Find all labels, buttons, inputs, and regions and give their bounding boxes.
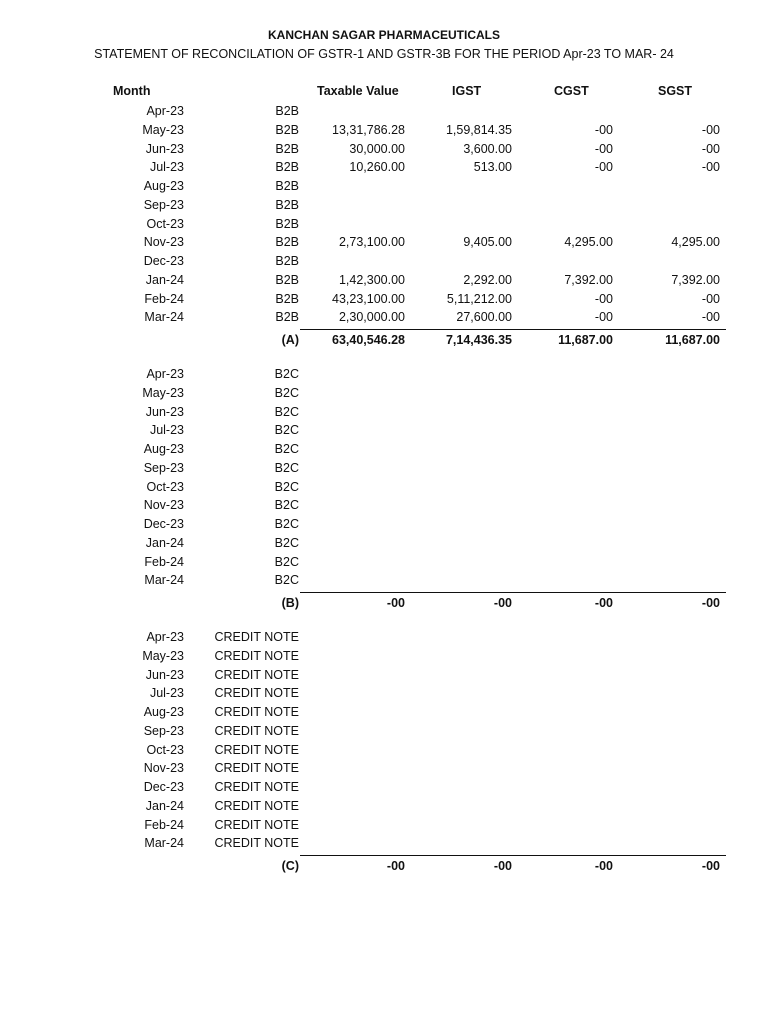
row-type: CREDIT NOTE bbox=[214, 686, 299, 701]
table-row bbox=[0, 253, 768, 272]
row-igst: 9,405.00 bbox=[463, 235, 512, 250]
row-type: CREDIT NOTE bbox=[214, 780, 299, 794]
table-row bbox=[0, 535, 768, 554]
total-taxable-value: -00 bbox=[386, 596, 405, 610]
table-row bbox=[0, 835, 768, 854]
table-row bbox=[0, 760, 768, 779]
row-taxable-value: 30,000.00 bbox=[349, 141, 405, 156]
row-sgst: -00 bbox=[701, 160, 720, 175]
total-label: (A) bbox=[281, 333, 299, 347]
row-type: CREDIT NOTE bbox=[214, 667, 299, 682]
table-row bbox=[0, 497, 768, 516]
row-month: May-23 bbox=[142, 122, 184, 137]
row-month: Jan-24 bbox=[145, 798, 184, 813]
row-type: B2C bbox=[274, 442, 299, 456]
row-taxable-value: 13,31,786.28 bbox=[332, 122, 405, 137]
total-sgst: -00 bbox=[701, 859, 720, 873]
row-type: B2B bbox=[275, 197, 299, 212]
table-row bbox=[0, 629, 768, 648]
total-sgst: -00 bbox=[701, 596, 720, 610]
row-type: B2B bbox=[275, 141, 299, 156]
row-month: Oct-23 bbox=[146, 479, 184, 494]
row-taxable-value: 2,73,100.00 bbox=[338, 235, 405, 250]
row-type: B2C bbox=[274, 479, 299, 494]
table-row bbox=[0, 159, 768, 178]
row-month: Jul-23 bbox=[149, 423, 184, 438]
row-sgst: -00 bbox=[701, 122, 720, 137]
row-month: Sep-23 bbox=[143, 197, 184, 212]
row-month: Aug-23 bbox=[143, 705, 184, 719]
column-header-taxable-value: Taxable Value bbox=[317, 84, 399, 98]
row-taxable-value: 10,260.00 bbox=[349, 160, 405, 175]
row-type: CREDIT NOTE bbox=[214, 761, 299, 776]
table-row bbox=[0, 572, 768, 591]
row-month: Oct-23 bbox=[146, 216, 184, 231]
column-header-cgst: CGST bbox=[554, 84, 589, 98]
row-month: Jan-24 bbox=[145, 535, 184, 550]
row-month: Dec-23 bbox=[143, 254, 184, 268]
row-type: B2B bbox=[275, 235, 299, 250]
row-taxable-value: 2,30,000.00 bbox=[338, 310, 405, 325]
total-cgst: -00 bbox=[594, 859, 613, 873]
statement-subtitle: STATEMENT OF RECONCILATION OF GSTR-1 AND GSTR-3B FOR THE PERIOD Apr-23 TO MAR- 24 bbox=[94, 47, 674, 61]
row-type: B2C bbox=[274, 460, 299, 475]
table-row bbox=[0, 742, 768, 761]
row-month: Nov-23 bbox=[143, 761, 184, 776]
row-taxable-value: 1,42,300.00 bbox=[338, 272, 405, 287]
row-month: Jan-24 bbox=[145, 272, 184, 287]
total-rule bbox=[300, 592, 726, 593]
row-igst: 27,600.00 bbox=[456, 310, 512, 325]
total-row bbox=[0, 595, 768, 614]
row-type: B2B bbox=[275, 291, 299, 306]
row-sgst: 7,392.00 bbox=[671, 272, 720, 287]
row-type: B2C bbox=[274, 385, 299, 400]
total-label: (B) bbox=[281, 596, 299, 610]
row-type: B2B bbox=[275, 310, 299, 325]
total-igst: 7,14,436.35 bbox=[445, 333, 512, 347]
row-month: May-23 bbox=[142, 385, 184, 400]
row-type: CREDIT NOTE bbox=[214, 630, 299, 644]
row-month: Feb-24 bbox=[144, 291, 184, 306]
table-row bbox=[0, 291, 768, 310]
row-month: Jun-23 bbox=[145, 404, 184, 419]
column-header-igst: IGST bbox=[452, 84, 482, 98]
table-row bbox=[0, 667, 768, 686]
table-row bbox=[0, 704, 768, 723]
row-type: CREDIT NOTE bbox=[214, 817, 299, 832]
row-type: B2C bbox=[274, 517, 299, 531]
row-month: May-23 bbox=[142, 648, 184, 663]
total-rule bbox=[300, 329, 726, 330]
company-name: KANCHAN SAGAR PHARMACEUTICALS bbox=[268, 28, 500, 42]
row-month: Apr-23 bbox=[146, 630, 184, 644]
row-type: CREDIT NOTE bbox=[214, 723, 299, 738]
row-cgst: -00 bbox=[594, 141, 613, 156]
table-row bbox=[0, 554, 768, 573]
total-rule bbox=[300, 855, 726, 856]
row-type: CREDIT NOTE bbox=[214, 648, 299, 663]
total-cgst: -00 bbox=[594, 596, 613, 610]
row-month: Sep-23 bbox=[143, 460, 184, 475]
column-header-sgst: SGST bbox=[658, 84, 693, 98]
table-row bbox=[0, 723, 768, 742]
table-row bbox=[0, 779, 768, 798]
total-cgst: 11,687.00 bbox=[558, 333, 613, 347]
table-row bbox=[0, 141, 768, 160]
row-cgst: -00 bbox=[594, 310, 613, 325]
row-sgst: 4,295.00 bbox=[671, 235, 720, 250]
row-igst: 2,292.00 bbox=[463, 272, 512, 287]
row-month: Nov-23 bbox=[143, 235, 184, 250]
row-month: Apr-23 bbox=[146, 104, 184, 118]
row-cgst: -00 bbox=[594, 160, 613, 175]
table-row bbox=[0, 422, 768, 441]
total-sgst: 11,687.00 bbox=[665, 333, 720, 347]
total-taxable-value: 63,40,546.28 bbox=[332, 333, 405, 347]
row-igst: 1,59,814.35 bbox=[445, 122, 512, 137]
row-month: Jun-23 bbox=[145, 141, 184, 156]
total-row bbox=[0, 858, 768, 877]
table-row bbox=[0, 798, 768, 817]
row-type: B2B bbox=[275, 179, 299, 193]
row-type: CREDIT NOTE bbox=[214, 798, 299, 813]
total-row bbox=[0, 332, 768, 351]
table-row bbox=[0, 272, 768, 291]
row-month: Apr-23 bbox=[146, 367, 184, 381]
table-row bbox=[0, 385, 768, 404]
row-month: Mar-24 bbox=[144, 836, 184, 851]
table-row bbox=[0, 817, 768, 836]
row-type: B2C bbox=[274, 554, 299, 569]
row-month: Jul-23 bbox=[149, 160, 184, 175]
row-month: Oct-23 bbox=[146, 742, 184, 757]
row-month: Sep-23 bbox=[143, 723, 184, 738]
table-row bbox=[0, 366, 768, 385]
row-type: B2B bbox=[275, 122, 299, 137]
row-cgst: -00 bbox=[594, 291, 613, 306]
row-igst: 513.00 bbox=[473, 160, 512, 175]
table-row bbox=[0, 216, 768, 235]
total-label: (C) bbox=[281, 859, 299, 873]
row-cgst: -00 bbox=[594, 122, 613, 137]
table-row bbox=[0, 685, 768, 704]
row-type: B2B bbox=[275, 254, 299, 268]
row-sgst: -00 bbox=[701, 310, 720, 325]
row-month: Jul-23 bbox=[149, 686, 184, 701]
table-row bbox=[0, 178, 768, 197]
row-month: Nov-23 bbox=[143, 498, 184, 513]
row-month: Mar-24 bbox=[144, 573, 184, 588]
row-month: Feb-24 bbox=[144, 554, 184, 569]
row-taxable-value: 43,23,100.00 bbox=[332, 291, 405, 306]
table-row bbox=[0, 197, 768, 216]
total-taxable-value: -00 bbox=[386, 859, 405, 873]
table-row bbox=[0, 648, 768, 667]
row-type: CREDIT NOTE bbox=[214, 705, 299, 719]
table-row bbox=[0, 309, 768, 328]
row-sgst: -00 bbox=[701, 291, 720, 306]
row-type: CREDIT NOTE bbox=[214, 836, 299, 851]
row-igst: 3,600.00 bbox=[463, 141, 512, 156]
column-header-month: Month bbox=[113, 84, 151, 98]
row-month: Aug-23 bbox=[143, 179, 184, 193]
row-type: B2B bbox=[275, 104, 299, 118]
table-row bbox=[0, 516, 768, 535]
total-igst: -00 bbox=[493, 596, 512, 610]
row-month: Aug-23 bbox=[143, 442, 184, 456]
row-type: CREDIT NOTE bbox=[214, 742, 299, 757]
table-row bbox=[0, 234, 768, 253]
row-month: Mar-24 bbox=[144, 310, 184, 325]
row-type: B2C bbox=[274, 404, 299, 419]
row-type: B2C bbox=[274, 423, 299, 438]
row-month: Jun-23 bbox=[145, 667, 184, 682]
row-cgst: 7,392.00 bbox=[564, 272, 613, 287]
row-sgst: -00 bbox=[701, 141, 720, 156]
total-igst: -00 bbox=[493, 859, 512, 873]
table-row bbox=[0, 441, 768, 460]
row-igst: 5,11,212.00 bbox=[446, 291, 512, 306]
row-month: Dec-23 bbox=[143, 517, 184, 531]
row-type: B2B bbox=[275, 216, 299, 231]
row-type: B2B bbox=[275, 272, 299, 287]
row-cgst: 4,295.00 bbox=[564, 235, 613, 250]
table-row bbox=[0, 103, 768, 122]
table-row bbox=[0, 479, 768, 498]
row-type: B2C bbox=[274, 498, 299, 513]
table-row bbox=[0, 122, 768, 141]
row-month: Feb-24 bbox=[144, 817, 184, 832]
row-month: Dec-23 bbox=[143, 780, 184, 794]
row-type: B2C bbox=[274, 367, 299, 381]
row-type: B2B bbox=[275, 160, 299, 175]
table-row bbox=[0, 404, 768, 423]
row-type: B2C bbox=[274, 573, 299, 588]
table-row bbox=[0, 460, 768, 479]
row-type: B2C bbox=[274, 535, 299, 550]
